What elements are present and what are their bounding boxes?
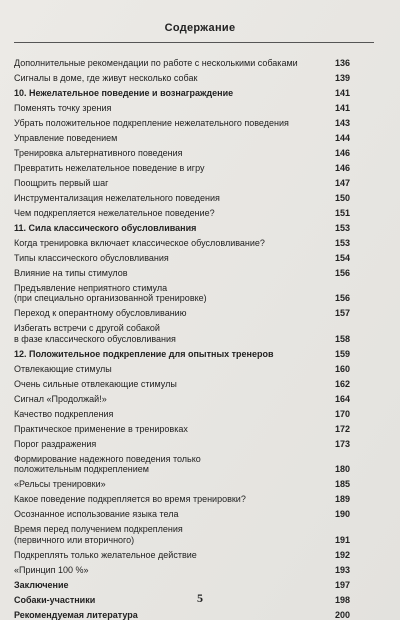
toc-entry-page: 157 <box>334 308 350 319</box>
toc-entry <box>14 439 350 454</box>
toc-entry-page: 146 <box>334 147 350 158</box>
toc-entry-title: Подкреплять только желательное действие <box>14 549 197 560</box>
toc-entry-title: Инструментализация нежелательного поведения <box>14 192 220 203</box>
toc-entry <box>14 565 350 580</box>
toc-entry-page: 200 <box>334 609 350 620</box>
header-divider <box>14 42 374 43</box>
toc-chapter-entry <box>14 223 350 238</box>
toc-entry <box>14 238 350 253</box>
toc-entry-title: «Принцип 100 %» <box>14 564 89 575</box>
toc-entry-page: 189 <box>334 494 350 505</box>
toc-entry-title: Очень сильные отвлекающие стимулы <box>14 378 177 389</box>
toc-entry-page: 164 <box>334 393 350 404</box>
toc-entry <box>14 103 350 118</box>
toc-entry-page: 147 <box>334 177 350 188</box>
toc-entry <box>14 58 350 73</box>
toc-entry-title: Осознанное использование языка тела <box>14 509 179 520</box>
toc-entry <box>14 208 350 223</box>
toc-entry-title: Качество подкрепления <box>14 408 114 419</box>
toc-entry-title: Рекомендуемая литература <box>14 609 138 620</box>
table-of-contents <box>14 58 350 620</box>
toc-entry-title: Убрать положительное подкрепление нежелательного поведения <box>14 117 289 128</box>
toc-entry-title: Заключение <box>14 579 69 590</box>
toc-entry-page: 198 <box>334 594 350 605</box>
toc-entry-page: 173 <box>334 438 350 449</box>
toc-entry <box>14 379 350 394</box>
toc-entry <box>14 308 350 323</box>
toc-entry-title: Тренировка альтернативного поведения <box>14 147 183 158</box>
toc-entry-page: 156 <box>334 267 350 278</box>
toc-entry <box>14 479 350 494</box>
toc-entry-page: 172 <box>334 423 350 434</box>
toc-entry-page: 193 <box>334 564 350 575</box>
toc-entry-title: Типы классического обусловливания <box>14 252 169 263</box>
toc-entry-title: Избегать встречи с другой собакой в фазе классического обусловливания <box>14 323 176 344</box>
toc-entry-title: 12. Положительное подкрепление для опытных тренеров <box>14 348 274 359</box>
toc-entry <box>14 323 350 349</box>
toc-entry <box>14 268 350 283</box>
toc-entry-title: 11. Сила классического обусловливания <box>14 222 197 233</box>
toc-entry-title: Порог раздражения <box>14 438 97 449</box>
toc-entry-title: Отвлекающие стимулы <box>14 363 112 374</box>
toc-entry <box>14 253 350 268</box>
toc-entry <box>14 494 350 509</box>
toc-entry <box>14 133 350 148</box>
toc-entry-title: Превратить нежелательное поведение в игру <box>14 162 205 173</box>
toc-entry-page: 141 <box>334 102 350 113</box>
toc-entry <box>14 424 350 439</box>
toc-entry <box>14 454 350 480</box>
toc-entry-page: 190 <box>334 509 350 520</box>
toc-entry-page: 159 <box>334 348 350 359</box>
toc-entry-title: Управление поведением <box>14 132 118 143</box>
toc-entry-title: Собаки-участники <box>14 594 96 605</box>
toc-entry <box>14 283 350 309</box>
toc-entry <box>14 118 350 133</box>
toc-entry <box>14 364 350 379</box>
toc-entry-page: 153 <box>334 222 350 233</box>
toc-chapter-entry <box>14 349 350 364</box>
toc-entry <box>14 163 350 178</box>
toc-entry-page: 158 <box>334 333 350 344</box>
toc-entry-title: Предъявление неприятного стимула (при специально организованной тренировке) <box>14 282 207 304</box>
toc-entry <box>14 524 350 550</box>
toc-entry-page: 197 <box>334 579 350 590</box>
toc-chapter-entry <box>14 610 350 620</box>
toc-entry-page: 136 <box>334 58 350 68</box>
toc-entry-page: 185 <box>334 479 350 490</box>
toc-entry-page: 162 <box>334 378 350 389</box>
toc-entry-title: Переход к оперантному обусловливанию <box>14 308 187 319</box>
toc-chapter-entry <box>14 88 350 103</box>
toc-entry <box>14 409 350 424</box>
toc-entry-title: Сигнал «Продолжай!» <box>14 393 107 404</box>
toc-entry-page: 141 <box>334 87 350 98</box>
page-number: 5 <box>197 591 203 605</box>
toc-entry <box>14 148 350 163</box>
toc-entry-title: Формирование надежного поведения только положительным подкреплением <box>14 453 201 475</box>
toc-entry-page: 144 <box>334 132 350 143</box>
page-title: Содержание <box>164 22 236 34</box>
toc-entry-title: «Рельсы тренировки» <box>14 479 106 490</box>
toc-entry-title: Сигналы в доме, где живут несколько собак <box>14 72 198 83</box>
toc-entry-title: Какое поведение подкрепляется во время тренировки? <box>14 494 246 505</box>
toc-entry-title: Поощрить первый шаг <box>14 177 109 188</box>
toc-entry <box>14 394 350 409</box>
toc-entry-page: 156 <box>334 293 350 304</box>
toc-entry-title: Чем подкрепляется нежелательное поведение? <box>14 207 215 218</box>
toc-entry-page: 154 <box>334 252 350 263</box>
toc-entry-page: 146 <box>334 162 350 173</box>
toc-entry-title: Дополнительные рекомендации по работе с несколькими собаками <box>14 58 298 68</box>
toc-entry <box>14 73 350 88</box>
toc-entry <box>14 509 350 524</box>
toc-entry-page: 191 <box>334 534 350 545</box>
toc-entry <box>14 178 350 193</box>
toc-entry-page: 170 <box>334 408 350 419</box>
toc-entry-page: 151 <box>334 207 350 218</box>
toc-entry-page: 139 <box>334 72 350 83</box>
toc-entry <box>14 550 350 565</box>
toc-entry-title: 10. Нежелательное поведение и вознаграждение <box>14 87 234 98</box>
toc-entry-page: 180 <box>334 464 350 475</box>
toc-entry-page: 192 <box>334 549 350 560</box>
toc-entry <box>14 193 350 208</box>
toc-entry-title: Влияние на типы стимулов <box>14 267 128 278</box>
toc-entry-title: Когда тренировка включает классическое обусловливание? <box>14 237 265 248</box>
toc-entry-title: Поменять точку зрения <box>14 102 112 113</box>
toc-entry-page: 153 <box>334 237 350 248</box>
toc-entry-title: Время перед получением подкрепления (первичного или вторичного) <box>14 524 183 545</box>
toc-entry-page: 150 <box>334 192 350 203</box>
toc-entry-page: 143 <box>334 117 350 128</box>
toc-entry-title: Практическое применение в тренировках <box>14 423 188 434</box>
toc-entry-page: 160 <box>334 363 350 374</box>
